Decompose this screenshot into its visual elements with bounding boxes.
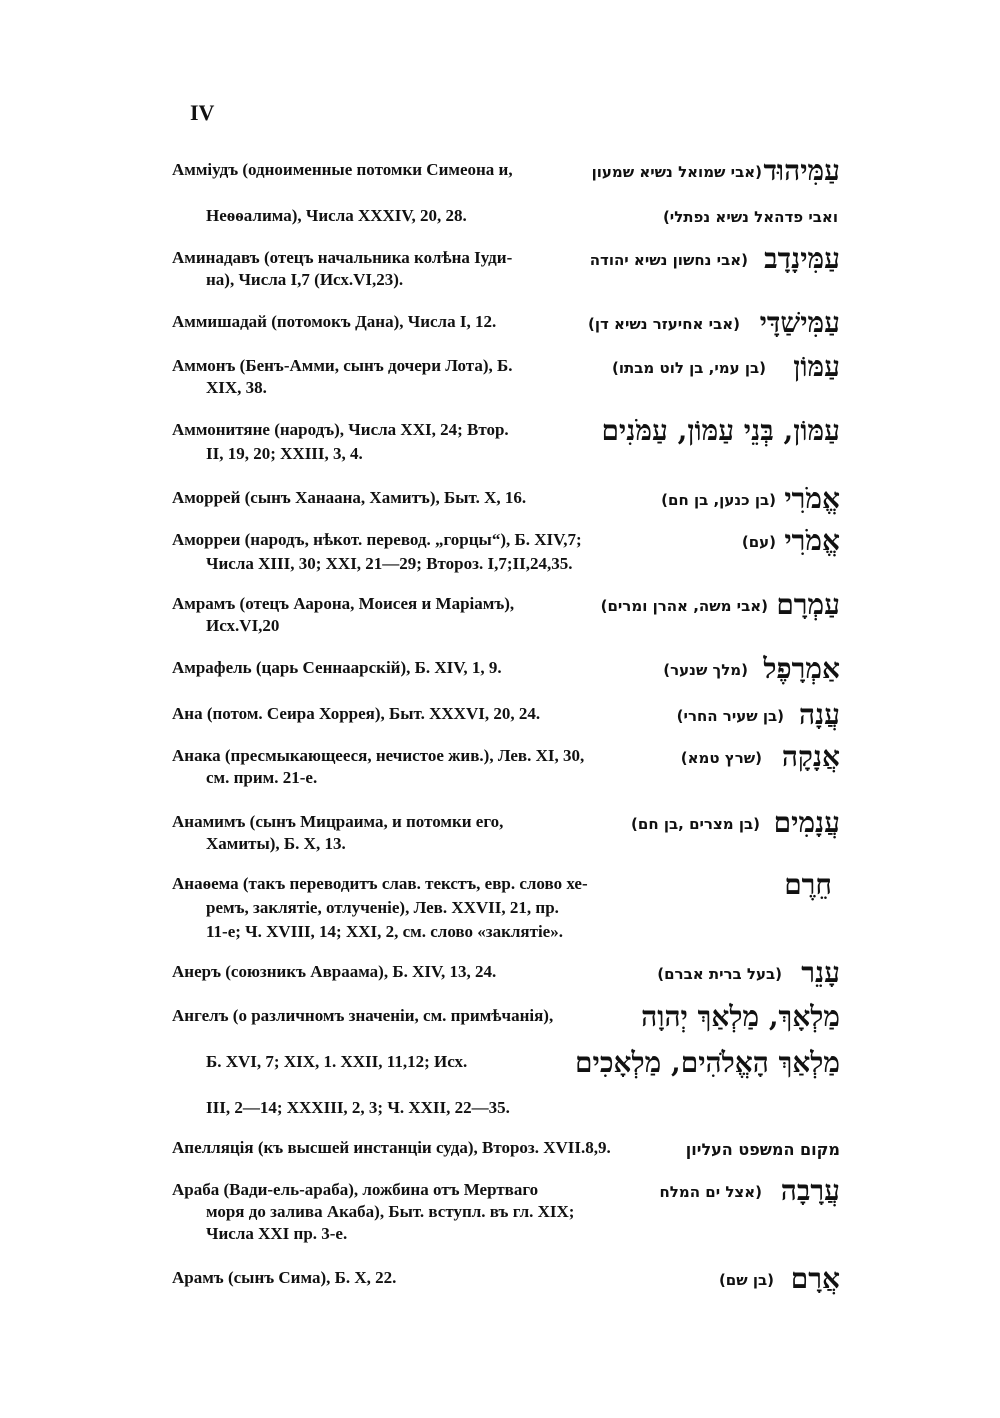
entry-text: ремъ, заклятіе, отлученіе), Лев. XXVII, 21, пр.	[206, 898, 559, 917]
entry-text: на), Числа I,7 (Исх.VI,23).	[206, 270, 404, 289]
dictionary-entry	[172, 1262, 840, 1298]
hebrew-term: עַמְרָם	[776, 588, 840, 621]
entry-text: Аммонъ (Бенъ-Амми, сынъ дочери Лота), Б.	[172, 356, 513, 375]
dictionary-entry	[172, 350, 840, 406]
hebrew-note: (אצל ים המלח	[659, 1183, 762, 1201]
entry-text: Араба (Вади-ель-араба), ложбина отъ Мертваго	[172, 1180, 539, 1199]
entry-text: моря до залива Акаба), Быт. вступл. въ гл. XIX;	[206, 1202, 575, 1221]
entry-text: Амрафель (царь Сеннаарскій), Б. XIV, 1, 9.	[172, 658, 502, 677]
hebrew-term: עֲרָבָה	[780, 1174, 840, 1207]
hebrew-term: מַלְאַךְ הָאֱלֹהִים, מַלְאָכִים	[575, 1046, 840, 1079]
entry-text: Числа XIII, 30; XXI, 21—29; Второз. I,7;II,24,35.	[206, 554, 573, 573]
entry-text: Анеръ (союзникъ Авраама), Б. XIV, 13, 24.	[172, 962, 497, 981]
entry-text: Анамимъ (сынъ Мицраима, и потомки его,	[172, 812, 504, 831]
dictionary-entry	[172, 306, 840, 342]
entry-text: III, 2—14; XXXIII, 2, 3; Ч. XXII, 22—35.	[206, 1098, 510, 1117]
entry-text: Анаѳема (такъ переводитъ слав. текстъ, евр. слово хе-	[172, 874, 588, 893]
entry-text: Амрамъ (отецъ Аарона, Моисея и Маріамъ),	[172, 594, 515, 613]
dictionary-entry	[172, 956, 840, 992]
page-number: IV	[190, 100, 215, 125]
hebrew-term: עַמִּינָדָב	[764, 242, 840, 275]
entry-text: Аморреи (народъ, нѣкот. перевод. „горцы“), Б. XIV,7;	[172, 530, 582, 549]
hebrew-term: עַמּוֹן	[793, 350, 840, 383]
entry-text: Аминадавъ (отецъ начальника колѣна Іуди-	[172, 248, 513, 267]
entry-text: см. прим. 21-е.	[206, 768, 318, 787]
entry-text: II, 19, 20; XXIII, 3, 4.	[206, 444, 363, 463]
dictionary-entry	[172, 740, 840, 796]
entry-text: Числа XXI пр. 3-е.	[206, 1224, 348, 1243]
entry-text: Аморрей (сынъ Ханаана, Хамитъ), Быт. X, 16.	[172, 488, 527, 507]
hebrew-term: עַמִּיהוּד	[763, 154, 840, 187]
hebrew-note: (בן מצרים ,בן חם)	[631, 815, 760, 833]
hebrew-term: אֱמֹרִי	[784, 482, 840, 515]
entry-text: Исх.VI,20	[206, 616, 280, 635]
hebrew-note: (שרץ טמא)	[680, 749, 762, 767]
hebrew-note: (בן שם)	[718, 1271, 774, 1289]
dictionary-entry	[172, 806, 840, 862]
dictionary-entry	[172, 524, 840, 580]
entry-text: XIX, 38.	[206, 378, 267, 397]
entry-text: Аммонитяне (народъ), Числа XXI, 24; Втор.	[172, 420, 509, 439]
entry-text: Хамиты), Б. X, 13.	[206, 834, 346, 853]
hebrew-note: (אבי משה, אהרן ומרים)	[600, 597, 768, 615]
dictionary-entry	[172, 242, 840, 298]
hebrew-term: עַמּוֹן, בְּנֵי עַמּוֹן, עַמֹּנִים	[601, 414, 840, 447]
hebrew-term: עֲנָמִים	[773, 806, 840, 839]
dictionary-entry	[172, 1138, 840, 1168]
dictionary-entry	[172, 1174, 840, 1254]
dictionary-entry	[172, 414, 840, 470]
hebrew-note: (בן שעיר החרי)	[676, 707, 784, 725]
entry-text: Аммiудъ (одноименные потомки Симеона и,	[172, 160, 513, 179]
hebrew-note: ואבי פדהאל נשיא נפתלי)	[662, 208, 838, 226]
hebrew-term: אֱמֹרִי	[784, 524, 840, 557]
dictionary-entry	[172, 154, 840, 230]
hebrew-note: (אבי אחיעזר נשיא דן)	[587, 315, 740, 333]
hebrew-term: אֲרָם	[790, 1262, 840, 1295]
entry-text: Анака (пресмыкающееся, нечистое жив.), Лев. XI, 30,	[172, 746, 585, 765]
dictionary-entry	[172, 482, 840, 518]
dictionary-entry	[172, 698, 840, 734]
hebrew-term: אַמְרָפֶל	[763, 652, 840, 685]
hebrew-note: (בן כנען, בן חם)	[661, 491, 776, 509]
hebrew-note: (מלך שנער)	[663, 661, 748, 679]
hebrew-term: מקום המשפט העליון	[685, 1140, 840, 1159]
entry-text: Ангелъ (о различномъ значеніи, см. примѣчанія),	[172, 1006, 554, 1025]
entry-text: Арамъ (сынъ Сима), Б. X, 22.	[172, 1268, 397, 1287]
entry-text: Ана (потом. Сеира Хоррея), Быт. XXXVI, 20, 24.	[172, 704, 541, 723]
hebrew-note: (עם)	[741, 533, 776, 551]
entry-text: Неѳѳалима), Числа XXXIV, 20, 28.	[206, 206, 467, 225]
hebrew-term: עַמִּישַׁדָּי	[759, 306, 840, 339]
hebrew-note: (בן עמי, בן לוט מבתו)	[612, 359, 766, 377]
entry-text: 11-е; Ч. XVIII, 14; XXI, 2, см. слово «заклятіе».	[206, 922, 563, 941]
hebrew-term: עָנֵר	[801, 956, 840, 989]
hebrew-note: (אבי נחשון נשיא יהודה	[589, 251, 748, 269]
entry-text: Б. XVI, 7; XIX, 1. XXII, 11,12; Исх.	[206, 1052, 468, 1071]
hebrew-term: חֵרֶם	[784, 868, 832, 901]
dictionary-entry	[172, 868, 840, 948]
hebrew-term: אֲנָקָה	[781, 740, 840, 773]
entry-text: Аммишадай (потомокъ Дана), Числа I, 12.	[172, 312, 497, 331]
hebrew-term: מַלְאָךְ, מַלְאַךְ יְהוָה	[641, 1000, 840, 1033]
dictionary-entry	[172, 652, 840, 688]
hebrew-term: עֲנָה	[798, 698, 840, 731]
dictionary-entry	[172, 588, 840, 644]
entry-text: Апелляція (къ высшей инстанціи суда), Второз. XVII.8,9.	[172, 1138, 611, 1157]
dictionary-entry	[172, 1000, 840, 1122]
hebrew-note: (בעל ברית אברם)	[657, 965, 782, 983]
hebrew-note: (אבי שמואל נשיא שמעון	[591, 163, 762, 181]
